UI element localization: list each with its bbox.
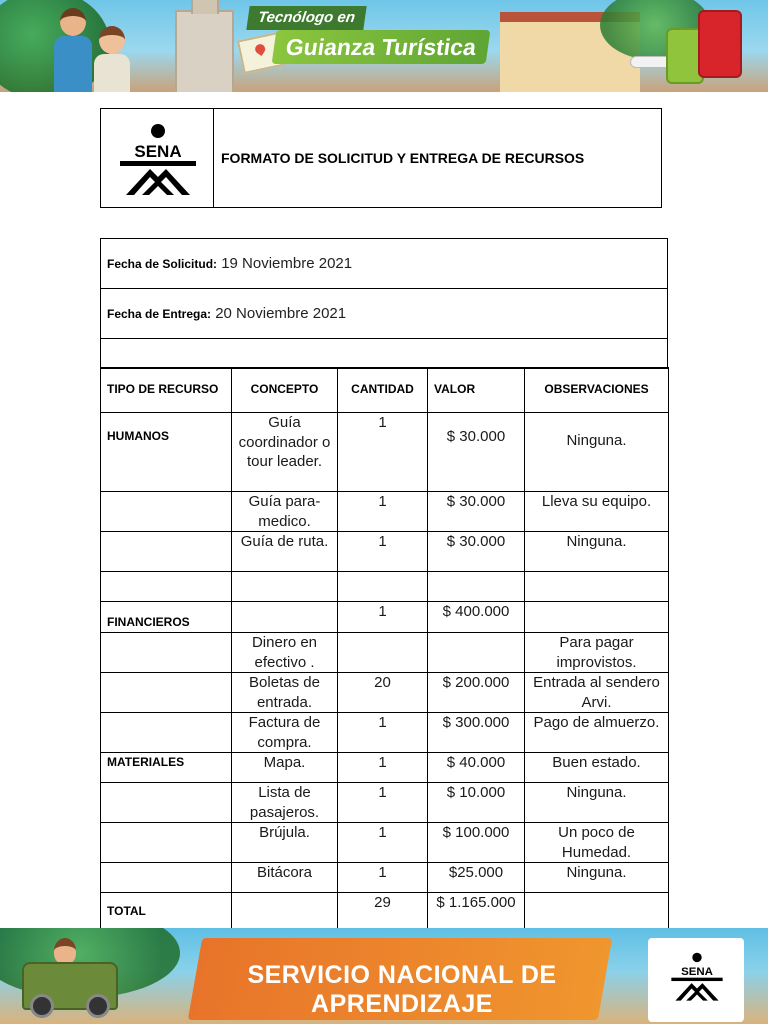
cell-cantidad: 1: [338, 413, 428, 492]
sena-logo-cell: [101, 109, 214, 207]
institution-name: SERVICIO NACIONAL DE APRENDIZAJE: [247, 961, 557, 1018]
cell-tipo: [101, 532, 232, 572]
sena-logo-icon: [118, 123, 198, 197]
cell-tipo: TOTAL: [101, 893, 232, 932]
table-row: [101, 713, 669, 753]
cell-cantidad: 1: [338, 713, 428, 753]
cell-concepto: Dinero en efectivo .: [232, 633, 338, 673]
cell-tipo: HUMANOS: [101, 413, 232, 492]
cell-cantidad: 1: [338, 602, 428, 633]
col-header-cantidad: CANTIDAD: [338, 368, 428, 413]
delivery-date-label: Fecha de Entrega:: [107, 307, 212, 321]
cell-tipo: [101, 572, 232, 602]
delivery-date-row: [101, 289, 668, 339]
table-header-row: [101, 368, 669, 413]
svg-text:SENA: SENA: [134, 142, 182, 161]
cell-concepto: [232, 572, 338, 602]
cell-cantidad: 1: [338, 823, 428, 863]
col-header-concepto: CONCEPTO: [232, 368, 338, 413]
document-title: FORMATO DE SOLICITUD Y ENTREGA DE RECURSOS: [221, 150, 585, 166]
program-title-line1: Tecnólogo en: [246, 6, 366, 30]
cell-concepto: [232, 602, 338, 633]
jeep-wheel-icon: [86, 994, 110, 1018]
cell-tipo: [101, 633, 232, 673]
cell-valor: $ 30.000: [428, 532, 525, 572]
male-tourist-figure: [54, 8, 92, 92]
dates-table: [100, 238, 668, 369]
cell-cantidad: 20: [338, 673, 428, 713]
cell-cantidad: [338, 572, 428, 602]
bottom-banner: [0, 928, 768, 1024]
col-header-valor: VALOR: [428, 368, 525, 413]
request-date-value: 19 Noviembre 2021: [221, 255, 353, 272]
cell-tipo: MATERIALES: [101, 753, 232, 783]
cell-concepto: Guía para-medico.: [232, 492, 338, 532]
red-suitcase-icon: [698, 10, 742, 78]
cell-cantidad: 1: [338, 532, 428, 572]
cell-tipo: FINANCIEROS: [101, 602, 232, 633]
cell-valor: $ 30.000: [428, 413, 525, 492]
sena-logo-icon: [670, 950, 724, 1004]
empty-row: [101, 339, 668, 369]
table-row: [101, 572, 669, 602]
svg-text:SENA: SENA: [681, 965, 713, 978]
cell-observaciones: Ninguna.: [525, 413, 669, 492]
cell-cantidad: 29: [338, 893, 428, 932]
cell-concepto: Guía de ruta.: [232, 532, 338, 572]
cell-observaciones: [525, 572, 669, 602]
cell-observaciones: Ninguna.: [525, 783, 669, 823]
table-row: [101, 532, 669, 572]
cell-cantidad: 1: [338, 492, 428, 532]
cell-concepto: Lista de pasajeros.: [232, 783, 338, 823]
table-row: [101, 783, 669, 823]
cell-observaciones: Lleva su equipo.: [525, 492, 669, 532]
cell-valor: [428, 572, 525, 602]
cell-cantidad: 1: [338, 783, 428, 823]
program-title: [238, 6, 506, 68]
cell-observaciones: Para pagar improvistos.: [525, 633, 669, 673]
program-title-line2: Guianza Turística: [272, 30, 491, 64]
table-row-total: [101, 893, 669, 932]
cell-observaciones: Un poco de Humedad.: [525, 823, 669, 863]
cell-valor: [428, 633, 525, 673]
table-row: [101, 492, 669, 532]
cell-valor: $25.000: [428, 863, 525, 893]
church-tower-illustration: [175, 10, 234, 92]
resources-table: [100, 367, 669, 932]
cell-observaciones: Buen estado.: [525, 753, 669, 783]
cell-valor: $ 40.000: [428, 753, 525, 783]
cell-concepto: Bitácora: [232, 863, 338, 893]
table-row: [101, 602, 669, 633]
top-banner: [0, 0, 768, 92]
request-date-row: [101, 239, 668, 289]
cell-tipo: [101, 673, 232, 713]
request-date-label: Fecha de Solicitud:: [107, 257, 218, 271]
cell-observaciones: [525, 602, 669, 633]
document-header: [100, 108, 662, 208]
cell-concepto: Guía coordinador o tour leader.: [232, 413, 338, 492]
col-header-tipo: TIPO DE RECURSO: [101, 368, 232, 413]
cell-concepto: [232, 893, 338, 932]
table-row: [101, 863, 669, 893]
cell-observaciones: [525, 893, 669, 932]
cell-tipo: [101, 713, 232, 753]
cell-valor: $ 10.000: [428, 783, 525, 823]
cell-observaciones: Ninguna.: [525, 532, 669, 572]
cell-cantidad: 1: [338, 863, 428, 893]
driver-figure: [54, 938, 76, 964]
cell-observaciones: Entrada al sendero Arvi.: [525, 673, 669, 713]
cell-cantidad: [338, 633, 428, 673]
cell-concepto: Mapa.: [232, 753, 338, 783]
cell-observaciones: Ninguna.: [525, 863, 669, 893]
col-header-observaciones: OBSERVACIONES: [525, 368, 669, 413]
cell-observaciones: Pago de almuerzo.: [525, 713, 669, 753]
cell-valor: $ 1.165.000: [428, 893, 525, 932]
table-row: [101, 823, 669, 863]
jeep-wheel-icon: [30, 994, 54, 1018]
cell-concepto: Boletas de entrada.: [232, 673, 338, 713]
cell-tipo: [101, 492, 232, 532]
cell-cantidad: 1: [338, 753, 428, 783]
cell-valor: $ 100.000: [428, 823, 525, 863]
cell-tipo: [101, 823, 232, 863]
table-row: [101, 753, 669, 783]
table-row: [101, 633, 669, 673]
table-row: [101, 413, 669, 492]
cell-valor: $ 400.000: [428, 602, 525, 633]
cell-tipo: [101, 783, 232, 823]
female-tourist-figure: [94, 26, 130, 92]
cell-concepto: Factura de compra.: [232, 713, 338, 753]
tourists-illustration: [38, 8, 138, 92]
sena-logo-card: [648, 938, 744, 1022]
delivery-date-value: 20 Noviembre 2021: [215, 305, 347, 322]
table-row: [101, 673, 669, 713]
cell-tipo: [101, 863, 232, 893]
cell-concepto: Brújula.: [232, 823, 338, 863]
cell-valor: $ 200.000: [428, 673, 525, 713]
cell-valor: $ 300.000: [428, 713, 525, 753]
cell-valor: $ 30.000: [428, 492, 525, 532]
